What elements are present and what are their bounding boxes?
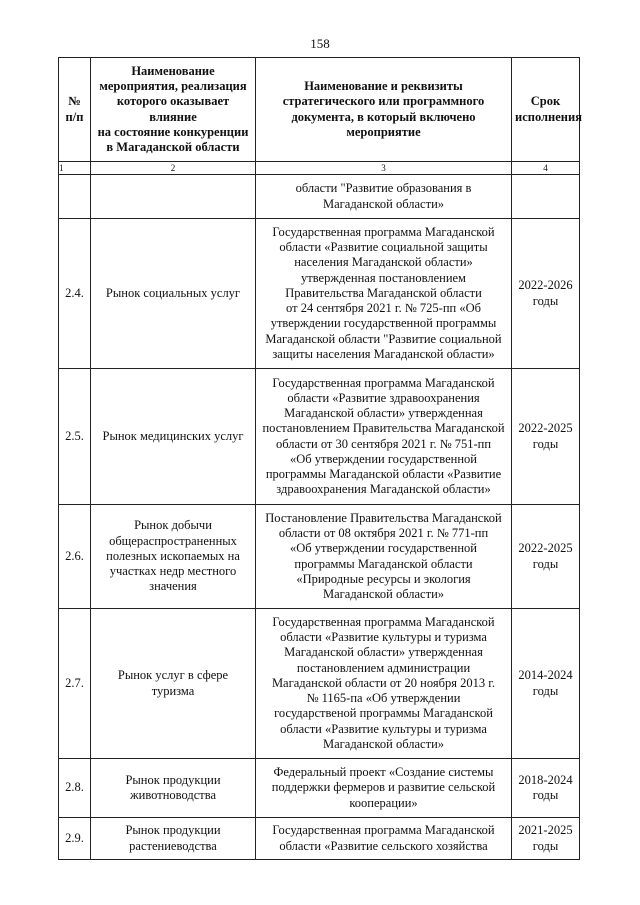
row-market: Рынок медицинских услуг [91,369,256,505]
header-document: Наименование и реквизиты стратегического или программного документа, в который включено мероприятие [256,58,512,162]
header-measure: Наименование мероприятия, реализация которого оказывает влияние на состояние конкуренции в Магаданской области [91,58,256,162]
table-row [59,609,580,759]
row-market [91,175,256,219]
table-row [59,505,580,609]
table-row [59,759,580,818]
row-document: Государственная программа Магаданской области «Развитие культуры и туризма Магаданской области» утвержденная постановлением администрации Магаданской области от 20 ноября 2013 г. № 1165-па «Об утверждении государственой программы Магаданской области «Развитие культуры и туризма Магаданской области» [256,609,512,759]
row-number: 2.8. [59,759,91,818]
table-row [59,369,580,505]
row-term [512,175,580,219]
competition-measures-table [58,57,580,860]
row-document: области "Развитие образования в Магаданской области» [256,175,512,219]
row-document: Государственная программа Магаданской области «Развитие здравоохранения Магаданской области» утвержденная постановлением Правительства Магаданской области от 30 сентября 2021 г. № 751-пп «Об утверждении государственной программы Магаданской области «Развитие здравоохранения Магаданской области» [256,369,512,505]
row-number: 2.6. [59,505,91,609]
column-number-row [59,162,580,175]
row-number: 2.7. [59,609,91,759]
page-number: 158 [310,36,330,51]
row-market: Рынок продукции животноводства [91,759,256,818]
column-number: 3 [256,162,512,175]
table-row [59,818,580,860]
row-term: 2021-2025 годы [512,818,580,860]
row-number: 2.9. [59,818,91,860]
row-document: Постановление Правительства Магаданской области от 08 октября 2021 г. № 771-пп «Об утверждении государственной программы Магаданской области «Природные ресурсы и экология Магаданской области» [256,505,512,609]
header-row [59,58,580,162]
header-number: № п/п [59,58,91,162]
row-term: 2022-2025 годы [512,505,580,609]
row-term: 2014-2024 годы [512,609,580,759]
row-market: Рынок услуг в сфере туризма [91,609,256,759]
row-number [59,175,91,219]
row-number: 2.4. [59,219,91,369]
row-market: Рынок добычи общераспространенных полезных ископаемых на участках недр местного значения [91,505,256,609]
row-document: Государственная программа Магаданской области «Развитие сельского хозяйства [256,818,512,860]
row-market: Рынок продукции растениеводства [91,818,256,860]
row-market: Рынок социальных услуг [91,219,256,369]
header-term: Срок исполнения [512,58,580,162]
row-term: 2022-2026 годы [512,219,580,369]
table-row [59,219,580,369]
row-document: Государственная программа Магаданской области «Развитие социальной защиты населения Магаданской области» утвержденная постановлением Правительства Магаданской области от 24 сентября 2021 г. № 725-пп «Об утверждении государственной программы Магаданской области "Развитие социальной защиты населения Магаданской области» [256,219,512,369]
row-term: 2018-2024 годы [512,759,580,818]
row-term: 2022-2025 годы [512,369,580,505]
column-number: 1 [59,162,91,175]
table-row [59,175,580,219]
row-number: 2.5. [59,369,91,505]
column-number: 4 [512,162,580,175]
row-document: Федеральный проект «Создание системы поддержки фермеров и развитие сельской кооперации» [256,759,512,818]
column-number: 2 [91,162,256,175]
